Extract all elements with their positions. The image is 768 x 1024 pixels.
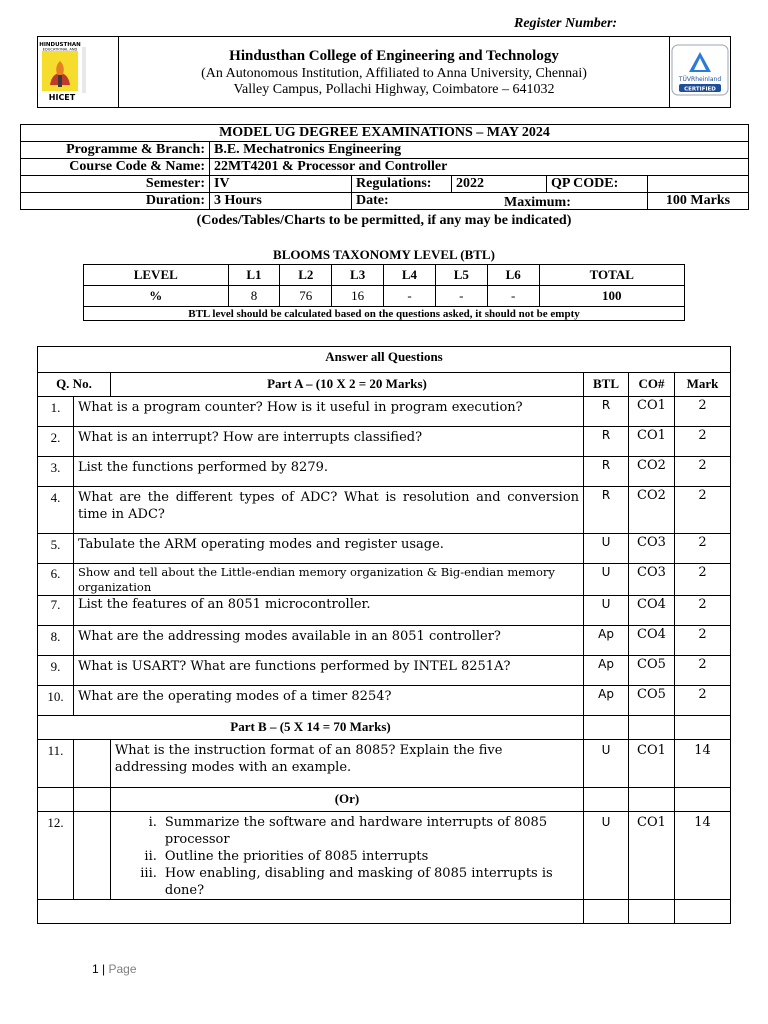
question-text: What are the addressing modes available in an 8051 controller? <box>73 626 583 656</box>
question-row <box>38 656 731 686</box>
exam-note: (Codes/Tables/Charts to be permitted, if any may be indicated) <box>196 213 572 228</box>
question-text: What are the operating modes of a timer 8254? <box>73 686 583 716</box>
question-mark: 2 <box>674 596 730 626</box>
college-logo <box>38 37 119 108</box>
question-number: 1. <box>38 397 74 427</box>
question-number: 8. <box>38 626 74 656</box>
part-b-title: Part B – (5 X 14 = 70 Marks) <box>38 716 584 740</box>
semester-label: Semester: <box>21 176 210 193</box>
course-label: Course Code & Name: <box>21 159 210 176</box>
qp-code-label: QP CODE: <box>547 176 648 193</box>
col-co: CO# <box>629 373 675 397</box>
question-number: 6. <box>38 564 74 596</box>
empty-cell <box>674 788 730 812</box>
empty-cell <box>584 900 629 924</box>
subpart-list <box>115 814 579 899</box>
question-text: What is a program counter? How is it useful in program execution? <box>73 397 583 427</box>
empty-cell <box>73 788 110 812</box>
btl-table <box>83 264 685 321</box>
question-btl: Ap <box>584 626 629 656</box>
btl-value: 76 <box>280 286 332 307</box>
empty-cell <box>584 788 629 812</box>
question-mark: 2 <box>674 656 730 686</box>
certification-logo <box>670 37 731 108</box>
qp-code-value <box>648 176 749 193</box>
question-mark: 2 <box>674 457 730 487</box>
cert-brand: TÜVRheinland <box>678 75 722 83</box>
btl-header: L3 <box>332 265 384 286</box>
duration-value: 3 Hours <box>210 193 352 210</box>
question-row <box>38 427 731 457</box>
course-value: 22MT4201 & Processor and Controller <box>210 159 749 176</box>
date-label: Date: <box>352 193 648 210</box>
question-mark: 2 <box>674 564 730 596</box>
register-number-label: Register Number: <box>514 16 618 31</box>
question-mark: 14 <box>674 812 730 900</box>
btl-header: L4 <box>384 265 436 286</box>
question-row <box>38 626 731 656</box>
question-mark: 2 <box>674 626 730 656</box>
btl-header: L5 <box>435 265 487 286</box>
question-text: What is the instruction format of an 8085? Explain the five addressing modes with an example. <box>110 740 583 788</box>
institution-address: Valley Campus, Pollachi Highway, Coimbatore – 641032 <box>233 81 555 97</box>
empty-cell <box>73 812 110 900</box>
question-co: CO5 <box>629 656 675 686</box>
empty-cell <box>38 900 584 924</box>
empty-cell <box>629 716 675 740</box>
empty-cell <box>73 740 110 788</box>
logo-top-text: HINDUSTHAN <box>39 42 81 48</box>
btl-header: L2 <box>280 265 332 286</box>
btl-value: - <box>435 286 487 307</box>
subpart-text: How enabling, disabling and masking of 8085 interrupts is done? <box>164 866 553 898</box>
cert-label: CERTIFIED <box>684 86 716 92</box>
questions-table <box>37 346 731 924</box>
programme-label: Programme & Branch: <box>21 142 210 159</box>
question-number: 12. <box>38 812 74 900</box>
regulations-label: Regulations: <box>352 176 452 193</box>
question-btl: R <box>584 487 629 534</box>
question-co: CO3 <box>629 564 675 596</box>
question-co: CO2 <box>629 487 675 534</box>
btl-note: BTL level should be calculated based on the questions asked, it should not be empty <box>84 307 685 321</box>
question-co: CO2 <box>629 457 675 487</box>
institution-details <box>119 37 670 108</box>
col-mark: Mark <box>674 373 730 397</box>
btl-value: - <box>384 286 436 307</box>
empty-cell <box>584 716 629 740</box>
page-footer <box>92 962 137 976</box>
question-row <box>38 457 731 487</box>
btl-value: 100 <box>539 286 684 307</box>
col-btl: BTL <box>584 373 629 397</box>
subpart-number: ii. <box>144 849 157 864</box>
question-co: CO5 <box>629 686 675 716</box>
question-btl: Ap <box>584 656 629 686</box>
subpart-text: Outline the priorities of 8085 interrupts <box>164 849 429 864</box>
college-logo-icon <box>38 37 118 102</box>
btl-header: L6 <box>487 265 539 286</box>
semester-value: IV <box>210 176 352 193</box>
question-co: CO1 <box>629 740 675 788</box>
question-subparts <box>110 812 583 900</box>
question-row <box>38 534 731 564</box>
maximum-label: Maximum: <box>504 195 571 210</box>
subpart-item <box>115 865 579 899</box>
question-row <box>38 686 731 716</box>
btl-header: L1 <box>228 265 280 286</box>
btl-header: TOTAL <box>539 265 684 286</box>
question-btl: R <box>584 397 629 427</box>
subpart-number: i. <box>148 815 157 830</box>
or-label: (Or) <box>110 788 583 812</box>
subpart-number: iii. <box>140 866 157 881</box>
question-mark: 14 <box>674 740 730 788</box>
btl-value-row <box>84 286 685 307</box>
subpart-text: Summarize the software and hardware interrupts of 8085 processor <box>164 815 548 847</box>
empty-cell <box>629 900 675 924</box>
empty-cell <box>629 788 675 812</box>
logo-bottom-text: HICET <box>48 93 76 102</box>
question-mark: 2 <box>674 534 730 564</box>
exam-details-table <box>20 124 749 210</box>
col-qno: Q. No. <box>38 373 111 397</box>
empty-cell <box>38 788 74 812</box>
question-text: What is USART? What are functions performed by INTEL 8251A? <box>73 656 583 686</box>
institution-name: Hindusthan College of Engineering and Technology <box>229 47 559 64</box>
question-number: 11. <box>38 740 74 788</box>
empty-cell <box>674 900 730 924</box>
question-co: CO1 <box>629 397 675 427</box>
question-mark: 2 <box>674 427 730 457</box>
subpart-item <box>115 848 579 865</box>
question-number: 3. <box>38 457 74 487</box>
subpart-item <box>115 814 579 848</box>
regulations-value: 2022 <box>452 176 547 193</box>
answer-all-heading: Answer all Questions <box>38 347 731 373</box>
part-a-title: Part A – (10 X 2 = 20 Marks) <box>110 373 583 397</box>
question-co: CO3 <box>629 534 675 564</box>
logo-sub-text: EDUCATIONAL AND <box>42 47 78 52</box>
btl-value: 16 <box>332 286 384 307</box>
btl-header-row <box>84 265 685 286</box>
btl-value: 8 <box>228 286 280 307</box>
institution-affiliation: (An Autonomous Institution, Affiliated to Anna University, Chennai) <box>201 65 587 81</box>
question-text: What are the different types of ADC? What is resolution and conversion time in ADC? <box>73 487 583 534</box>
question-btl: R <box>584 457 629 487</box>
question-text: List the functions performed by 8279. <box>73 457 583 487</box>
duration-label: Duration: <box>21 193 210 210</box>
programme-value: B.E. Mechatronics Engineering <box>210 142 749 159</box>
question-co: CO1 <box>629 427 675 457</box>
footer-divider: | <box>102 962 109 976</box>
question-mark: 2 <box>674 686 730 716</box>
question-row <box>38 812 731 900</box>
btl-value: - <box>487 286 539 307</box>
question-row <box>38 487 731 534</box>
institution-header <box>37 36 731 108</box>
question-number: 5. <box>38 534 74 564</box>
question-btl: U <box>584 740 629 788</box>
question-text: Tabulate the ARM operating modes and register usage. <box>73 534 583 564</box>
page-label: Page <box>108 962 137 976</box>
tuv-certified-icon <box>671 44 729 96</box>
question-number: 7. <box>38 596 74 626</box>
btl-header: LEVEL <box>84 265 229 286</box>
question-number: 4. <box>38 487 74 534</box>
empty-cell <box>674 716 730 740</box>
question-row <box>38 397 731 427</box>
question-co: CO1 <box>629 812 675 900</box>
question-btl: U <box>584 596 629 626</box>
exam-title: MODEL UG DEGREE EXAMINATIONS – MAY 2024 <box>21 125 749 142</box>
question-btl: U <box>584 564 629 596</box>
question-btl: Ap <box>584 686 629 716</box>
question-text: Show and tell about the Little-endian memory organization & Big-endian memory organization <box>73 564 583 596</box>
question-number: 9. <box>38 656 74 686</box>
question-mark: 2 <box>674 397 730 427</box>
question-mark: 2 <box>674 487 730 534</box>
question-co: CO4 <box>629 626 675 656</box>
question-number: 2. <box>38 427 74 457</box>
question-text: What is an interrupt? How are interrupts classified? <box>73 427 583 457</box>
question-btl: U <box>584 812 629 900</box>
btl-value: % <box>84 286 229 307</box>
page-number: 1 <box>92 962 99 976</box>
question-text: List the features of an 8051 microcontroller. <box>73 596 583 626</box>
question-co: CO4 <box>629 596 675 626</box>
question-number: 10. <box>38 686 74 716</box>
question-row <box>38 564 731 596</box>
question-row <box>38 596 731 626</box>
maximum-value: 100 Marks <box>648 193 749 210</box>
question-btl: R <box>584 427 629 457</box>
question-row <box>38 740 731 788</box>
btl-title: BLOOMS TAXONOMY LEVEL (BTL) <box>273 247 495 262</box>
question-btl: U <box>584 534 629 564</box>
